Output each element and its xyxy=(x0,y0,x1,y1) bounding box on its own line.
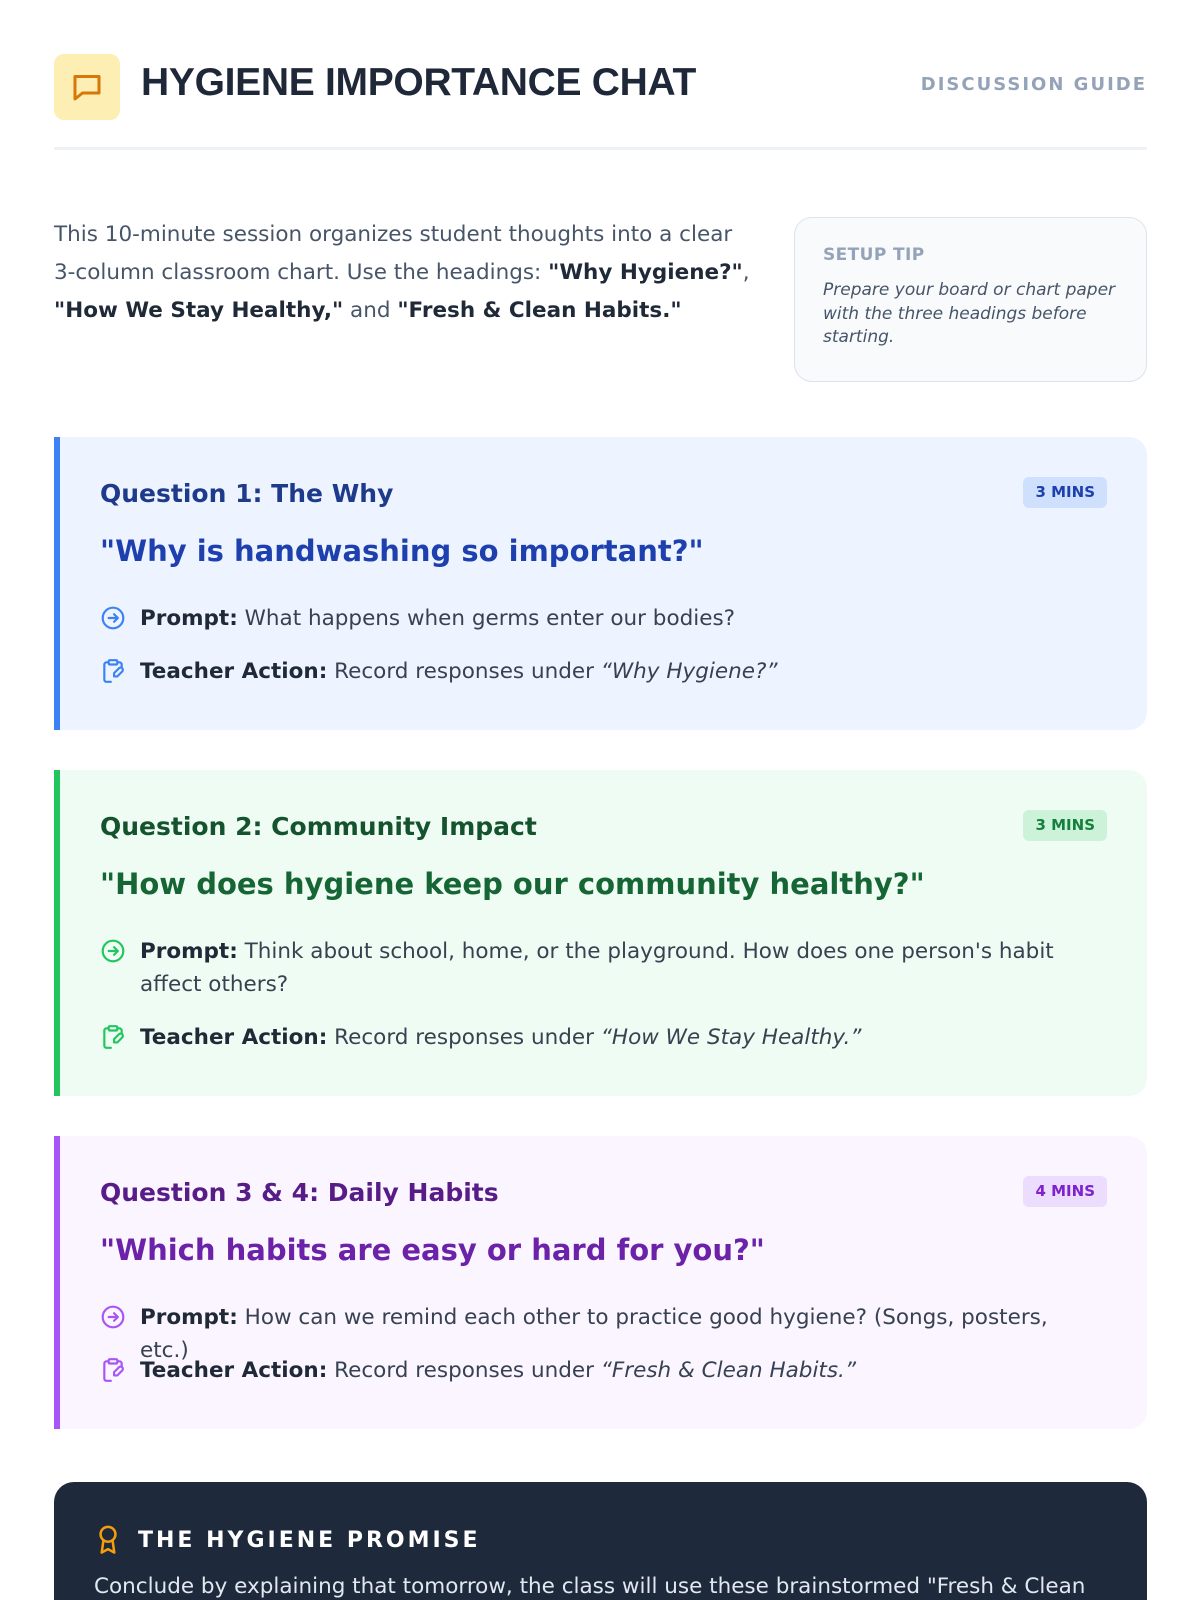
hygiene-promise-box xyxy=(54,1482,1147,1600)
intro-text: This 10-minute session organizes student thoughts into a clear 3-column classroom chart. Use the headings: xyxy=(54,222,733,285)
teacher-action-label: Teacher Action: xyxy=(140,1025,328,1050)
teacher-action-body: Record responses under xyxy=(327,659,601,684)
intro-heading-why: "Why Hygiene?" xyxy=(548,260,743,285)
question-text: "How does hygiene keep our community healthy?" xyxy=(100,867,925,901)
header-divider xyxy=(54,147,1147,150)
clipboard-edit-icon xyxy=(100,1024,126,1050)
chart-heading-target: “Why Hygiene?” xyxy=(600,659,778,684)
question-title: Question 1: The Why xyxy=(100,479,394,508)
award-ribbon-icon xyxy=(94,1524,122,1556)
page-header xyxy=(54,54,1147,120)
clipboard-edit-icon xyxy=(100,658,126,684)
clipboard-edit-icon xyxy=(100,1357,126,1383)
prompt-label: Prompt: xyxy=(140,939,238,964)
prompt-label: Prompt: xyxy=(140,1305,238,1330)
question-card xyxy=(54,770,1147,1096)
teacher-action-body: Record responses under xyxy=(327,1025,601,1050)
intro-paragraph xyxy=(54,216,754,330)
promise-text: Conclude by explaining that tomorrow, the class will use these brainstormed "Fresh & Clean xyxy=(94,1574,1086,1599)
prompt-body: What happens when germs enter our bodies? xyxy=(237,606,736,631)
page-title: HYGIENE IMPORTANCE CHAT xyxy=(141,61,697,104)
prompt-row xyxy=(100,602,1100,635)
card-accent-bar xyxy=(54,1136,60,1429)
promise-heading xyxy=(94,1524,481,1556)
question-text: "Why is handwashing so important?" xyxy=(100,534,704,568)
card-accent-bar xyxy=(54,437,60,730)
prompt-row xyxy=(100,935,1100,1001)
time-badge: 4 MINS xyxy=(1023,1176,1107,1207)
setup-tip-text: Prepare your board or chart paper with the three headings before starting. xyxy=(823,280,1116,347)
chart-heading-target: “How We Stay Healthy.” xyxy=(600,1025,862,1050)
chat-bubble-icon xyxy=(54,54,120,120)
card-accent-bar xyxy=(54,770,60,1096)
promise-title: THE HYGIENE PROMISE xyxy=(138,1527,481,1553)
arrow-circle-right-icon xyxy=(100,1304,126,1330)
prompt-body: Think about school, home, or the playground. How does one person's habit affect others? xyxy=(140,939,1054,997)
time-badge: 3 MINS xyxy=(1023,810,1107,841)
teacher-action-text xyxy=(140,1354,856,1387)
prompt-text xyxy=(140,935,1100,1001)
intro-heading-habits: "Fresh & Clean Habits." xyxy=(397,298,682,323)
setup-tip-box xyxy=(794,217,1147,382)
setup-tip-label: SETUP TIP xyxy=(823,245,925,265)
intro-heading-healthy: "How We Stay Healthy," xyxy=(54,298,344,323)
teacher-action-text xyxy=(140,1021,861,1054)
teacher-action-label: Teacher Action: xyxy=(140,1358,328,1383)
question-title: Question 2: Community Impact xyxy=(100,812,537,841)
question-card xyxy=(54,437,1147,730)
intro-separator: and xyxy=(343,298,398,323)
teacher-action-body: Record responses under xyxy=(327,1358,601,1383)
discussion-guide-label: DISCUSSION GUIDE xyxy=(920,74,1147,95)
prompt-body: How can we remind each other to practice good hygiene? (Songs, posters, etc.) xyxy=(140,1305,1048,1363)
prompt-text xyxy=(140,602,735,635)
chart-heading-target: “Fresh & Clean Habits.” xyxy=(600,1358,857,1383)
arrow-circle-right-icon xyxy=(100,605,126,631)
teacher-action-row xyxy=(100,1354,1100,1387)
time-badge: 3 MINS xyxy=(1023,477,1107,508)
arrow-circle-right-icon xyxy=(100,938,126,964)
question-text: "Which habits are easy or hard for you?" xyxy=(100,1233,765,1267)
discussion-guide-page xyxy=(54,0,1147,1600)
intro-separator: , xyxy=(742,260,750,285)
teacher-action-row xyxy=(100,655,1100,688)
question-title: Question 3 & 4: Daily Habits xyxy=(100,1178,499,1207)
prompt-label: Prompt: xyxy=(140,606,238,631)
question-card xyxy=(54,1136,1147,1429)
teacher-action-text xyxy=(140,655,778,688)
teacher-action-row xyxy=(100,1021,1100,1054)
teacher-action-label: Teacher Action: xyxy=(140,659,328,684)
